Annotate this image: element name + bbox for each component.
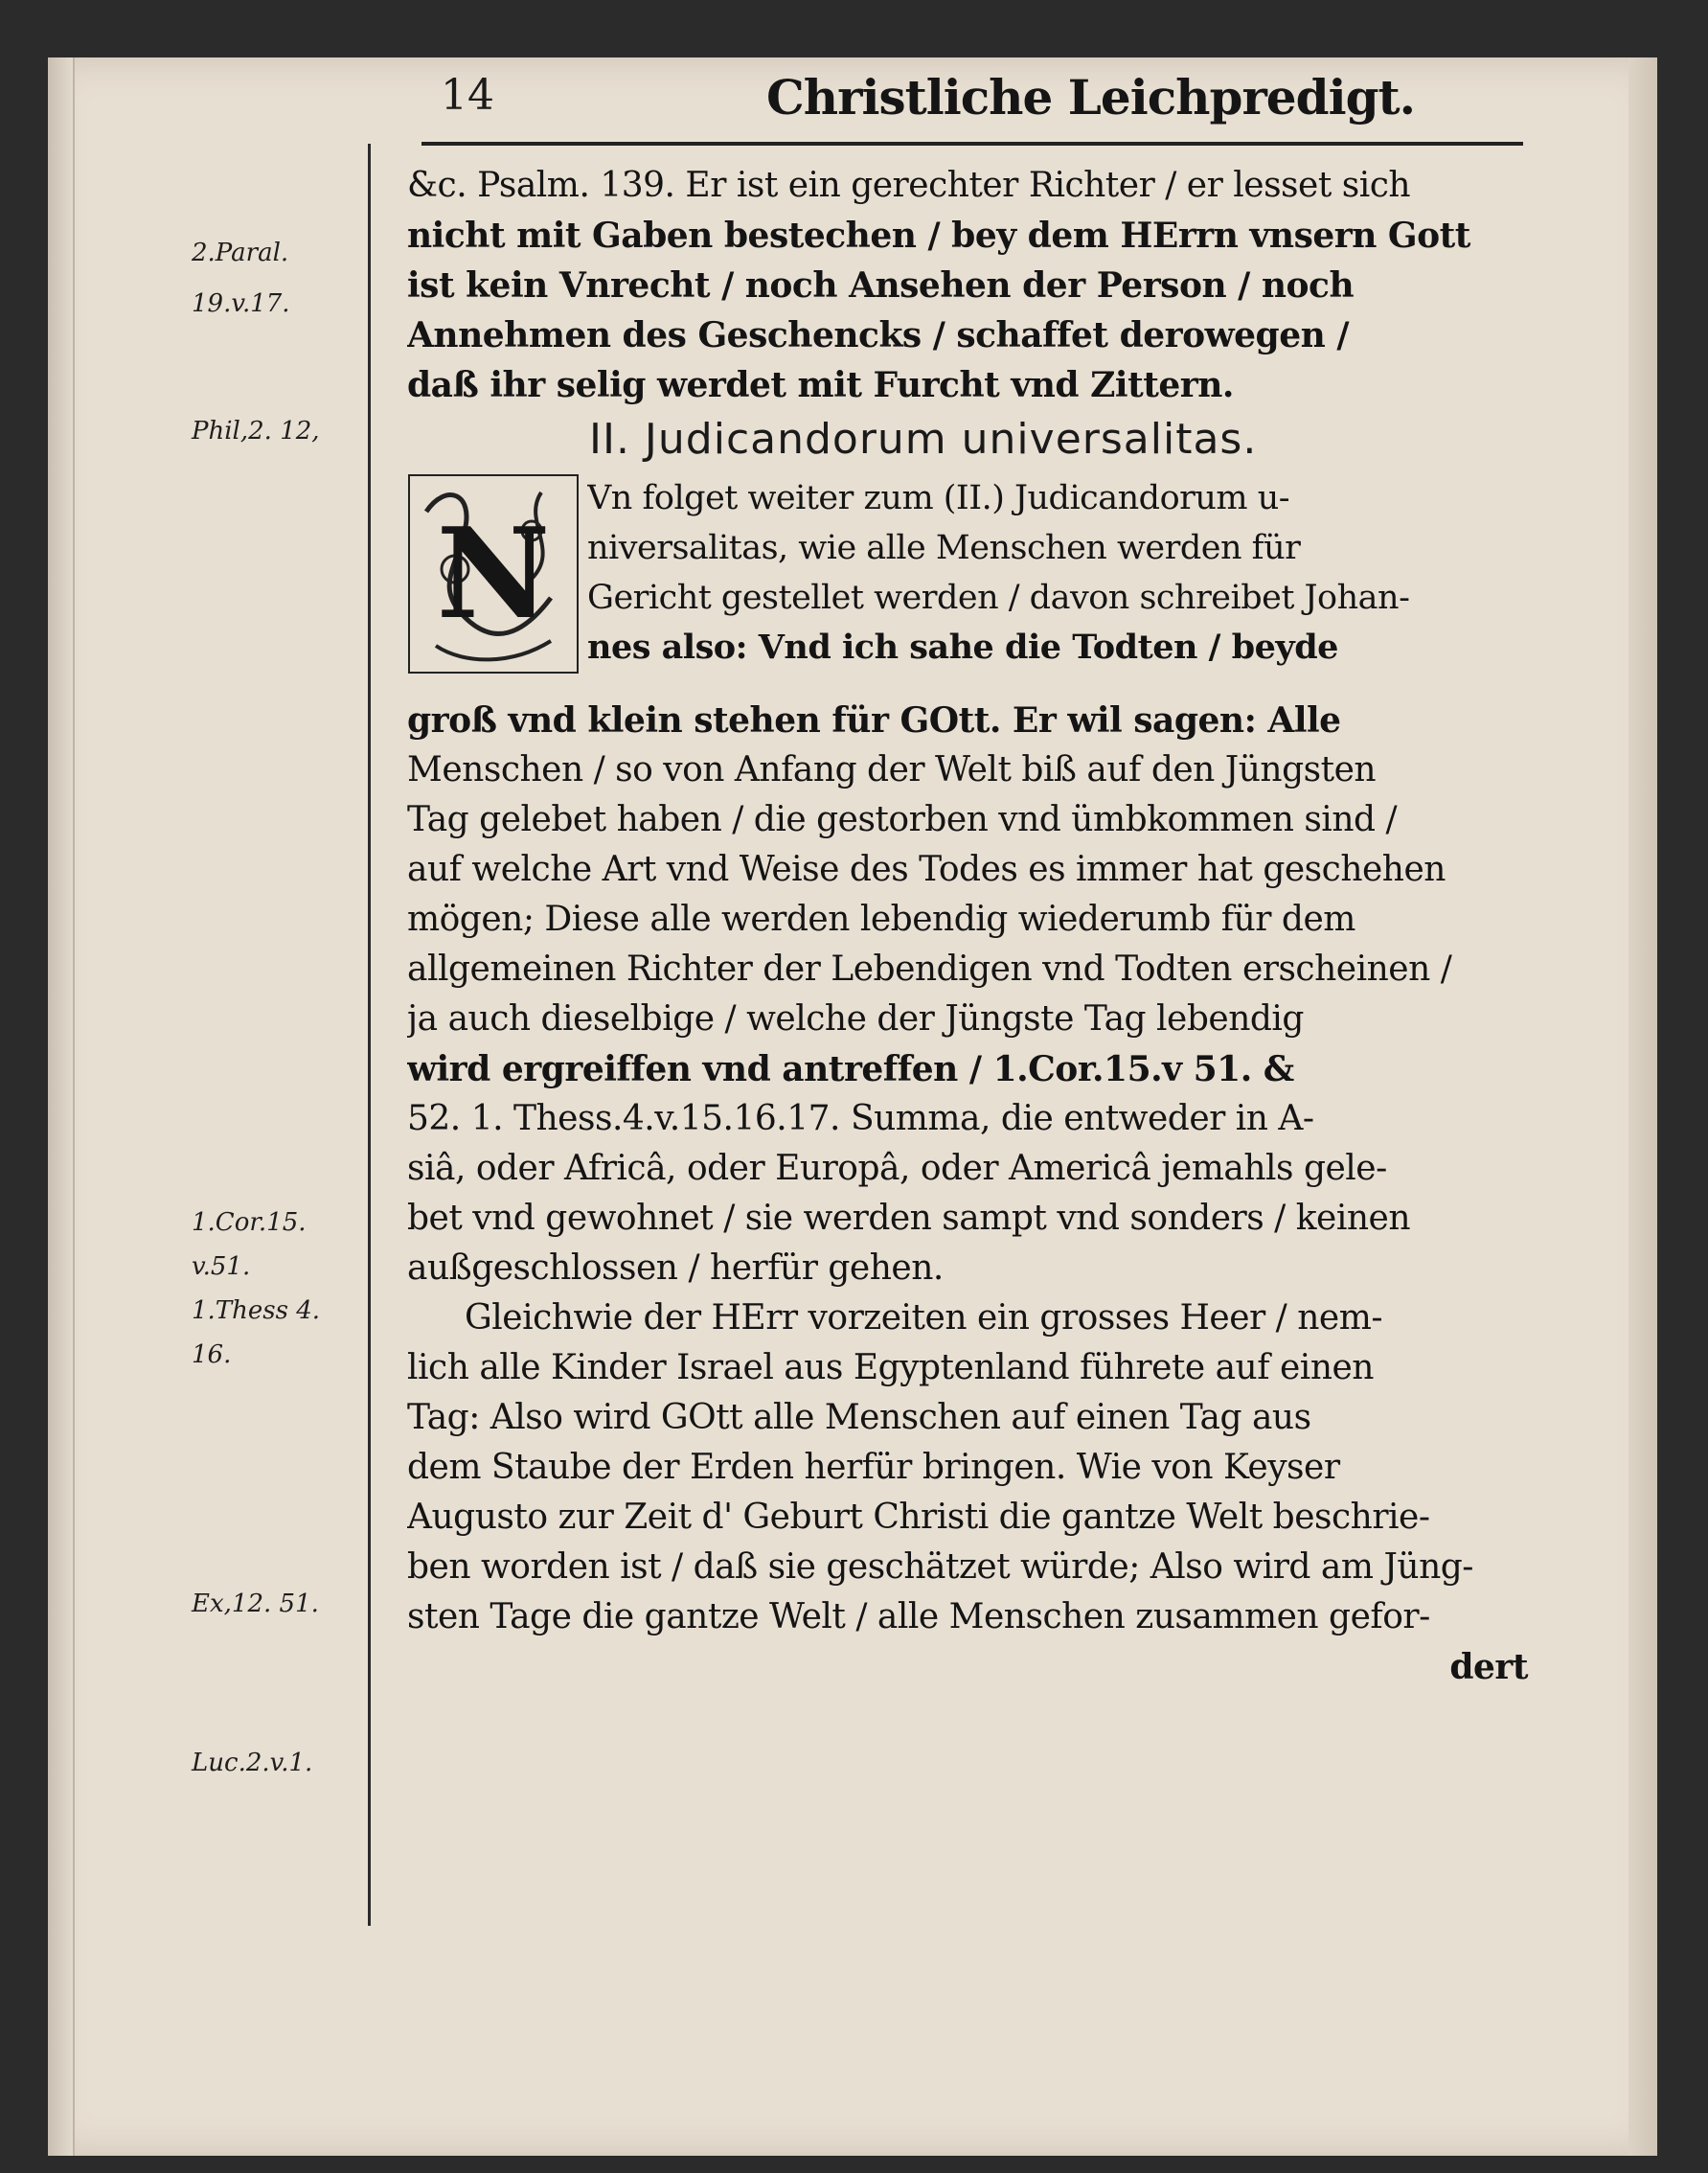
text-line: nicht mit Gaben bestechen / bey dem HErrn vnsern Gott [407,216,1470,256]
text-line: daß ihr selig werdet mit Furcht vnd Zittern. [407,365,1234,405]
text-line: auf welche Art vnd Weise des Todes es immer hat geschehen [407,850,1446,889]
margin-note: Phil,2. 12, [192,417,320,446]
page-edge [1628,57,1657,2156]
text-line: siâ, oder Africâ, oder Europâ, oder Americâ jemahls gele- [407,1149,1387,1188]
text-line: Augusto zur Zeit d' Geburt Christi die gantze Welt beschrie- [407,1498,1430,1537]
text-line: nes also: Vnd ich sahe die Todten / beyde [587,628,1338,667]
text-line: mögen; Diese alle werden lebendig wiederumb für dem [407,900,1355,939]
text-line: niversalitas, wie alle Menschen werden für [587,529,1301,567]
margin-note: 16. [192,1340,232,1369]
text-line: Menschen / so von Anfang der Welt biß auf den Jüngsten [407,750,1377,789]
page-number: 14 [441,71,494,120]
margin-note: 1.Cor.15. [192,1208,307,1237]
text-line: groß vnd klein stehen für GOtt. Er wil sagen: Alle [407,700,1341,741]
text-line: dem Staube der Erden herfür bringen. Wie von Keyser [407,1448,1340,1487]
text-line: &c. Psalm. 139. Er ist ein gerechter Richter / er lesset sich [407,166,1411,205]
margin-note: Luc.2.v.1. [192,1749,313,1777]
text-line: Gericht gestellet werden / davon schreibet Johan- [587,579,1410,617]
text-line: lich alle Kinder Israel aus Egyptenland führete auf einen [407,1348,1374,1387]
text-line: bet vnd gewohnet / sie werden sampt vnd sonders / keinen [407,1199,1411,1238]
text-line: außgeschlossen / herfür gehen. [407,1248,944,1288]
text-line: sten Tage die gantze Welt / alle Menschen zusammen gefor- [407,1597,1430,1636]
margin-rule [368,144,371,1926]
page-gutter [48,57,75,2156]
section-heading: II. Judicandorum universalitas. [589,415,1258,464]
margin-note: 2.Paral. [192,239,289,267]
main-text [407,161,1537,1692]
decorated-initial-icon [407,473,580,675]
running-title: Christliche Leichpredigt. [766,69,1416,126]
page-header [421,59,1581,146]
text-line: ja auch dieselbige / welche der Jüngste Tag lebendig [407,999,1304,1039]
text-line: wird ergreiffen vnd antreffen / 1.Cor.15.v 51. & [407,1049,1294,1089]
text-line: Tag gelebet haben / die gestorben vnd ümbkommen sind / [407,800,1398,839]
margin-note: Ex,12. 51. [192,1590,319,1618]
text-line: Vn folget weiter zum (II.) Judicandorum u- [587,479,1290,517]
header-rule [421,142,1523,146]
margin-note: v.51. [192,1252,251,1281]
text-line: Tag: Also wird GOtt alle Menschen auf einen Tag aus [407,1398,1311,1437]
text-line: ben worden ist / daß sie geschätzet würde; Also wird am Jüng- [407,1547,1473,1587]
margin-note: 19.v.17. [192,289,290,318]
text-line: ist kein Vnrecht / noch Ansehen der Person / noch [407,265,1355,306]
text-line: allgemeinen Richter der Lebendigen vnd Todten erscheinen / [407,949,1452,989]
text-line: Annehmen des Geschencks / schaffet derowegen / [407,315,1349,355]
initial-paragraph [407,473,1537,696]
text-line: Gleichwie der HErr vorzeiten ein grosses Heer / nem- [465,1298,1383,1338]
catchword: dert [1449,1647,1528,1687]
initial-letter: N [436,500,551,647]
margin-note: 1.Thess 4. [192,1296,321,1325]
text-line: 52. 1. Thess.4.v.15.16.17. Summa, die entweder in A- [407,1099,1314,1138]
